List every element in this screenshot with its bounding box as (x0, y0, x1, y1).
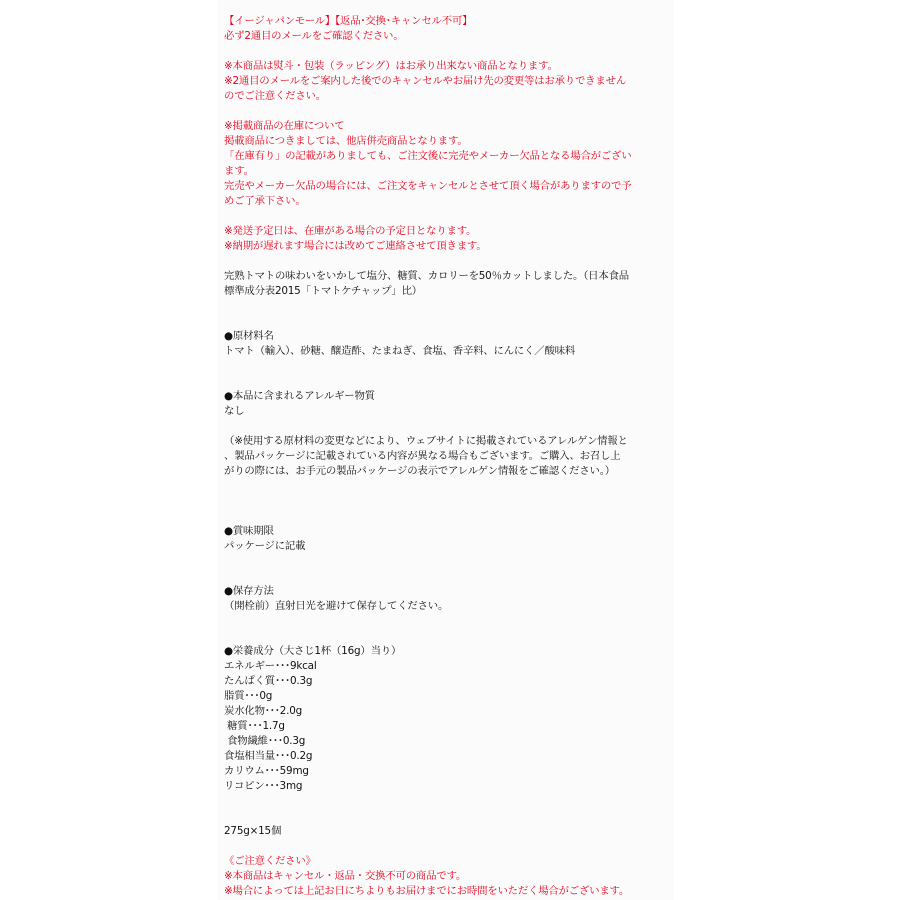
spacer (224, 209, 672, 224)
spacer (224, 494, 672, 509)
notice-stock-1: ※掲載商品の在庫について (224, 120, 345, 132)
spacer (224, 509, 672, 524)
footer-line-2: ※場合によっては上記お日にちよりもお届けまでにお時間をいただく場合がございます。 (224, 885, 630, 897)
spacer (224, 314, 672, 329)
spacer (224, 809, 672, 824)
nutrition-heading: ●栄養成分（大さじ1杯（16g）当り） (224, 645, 402, 657)
ingredients-text: トマト（輸入）、砂糖、醸造酢、たまねぎ、食塩、香辛料、にんにく／酸味料 (224, 345, 576, 357)
nutrition-fat: 脂質･･･0g (224, 690, 273, 702)
best-before-text: パッケージに記載 (224, 540, 306, 552)
notice-stock-3: 「在庫有り」の記載がありましても、ご注文後に完売やメーカー欠品となる場合がござい (224, 150, 632, 162)
spacer (224, 569, 672, 584)
allergens-note-2: 、製品パッケージに記載されている内容が異なる場合もございます。ご購入、お召し上 (224, 450, 621, 462)
nutrition-lycopene: リコピン･･･3mg (224, 780, 303, 792)
package-size: 275g×15個 (224, 825, 282, 837)
notice-stock-5: 完売やメーカー欠品の場合には、ご注文をキャンセルとさせて頂く場合がありますので予 (224, 180, 632, 192)
spacer (224, 629, 672, 644)
nutrition-potassium: カリウム･･･59mg (224, 765, 309, 777)
notice-email: 必ず2通目のメールをご確認ください。 (224, 30, 404, 42)
spacer (224, 254, 672, 269)
nutrition-salt: 食塩相当量･･･0.2g (224, 750, 313, 762)
allergens-note-3: がりの際には、お手元の製品パッケージの表示でアレルゲン情報をご確認ください。） (224, 465, 615, 477)
nutrition-fiber: 食物繊維･･･0.3g (224, 735, 306, 747)
notice-wrapping-1: ※本商品は熨斗・包装（ラッピング）はお承り出来ない商品となります。 (224, 60, 558, 72)
allergens-note-1: （※使用する原材料の変更などにより、ウェブサイトに掲載されているアレルゲン情報と (224, 435, 628, 447)
description-line-2: 標準成分表2015「トマトケチャップ」比） (224, 285, 422, 297)
notice-stock-6: めご了承下さい。 (224, 195, 306, 207)
notice-wrapping-3: のでご注意ください。 (224, 90, 326, 102)
spacer (224, 419, 672, 434)
footer-heading: 《ご注意ください》 (224, 855, 316, 867)
spacer (224, 614, 672, 629)
storage-heading: ●保存方法 (224, 585, 274, 597)
spacer (224, 104, 672, 119)
spacer (224, 299, 672, 314)
spacer (224, 794, 672, 809)
nutrition-sugar: 糖質･･･1.7g (224, 720, 285, 732)
notice-header: 【イージャパンモール】【返品･交換･キャンセル不可】 (224, 15, 473, 27)
notice-wrapping-2: ※2通目のメールをご案内した後でのキャンセルやお届け先の変更等はお承りできません (224, 75, 626, 87)
nutrition-energy: エネルギー･･･9kcal (224, 660, 317, 672)
product-description (224, 14, 672, 899)
description-line-1: 完熟トマトの味わいをいかして塩分、糖質、カロリーを50％カットしました。（日本食品 (224, 270, 629, 282)
spacer (224, 839, 672, 854)
spacer (224, 374, 672, 389)
best-before-heading: ●賞味期限 (224, 525, 274, 537)
ingredients-heading: ●原材料名 (224, 330, 274, 342)
notice-shipping-1: ※発送予定日は、在庫がある場合の予定日となります。 (224, 225, 477, 237)
notice-stock-2: 掲載商品につきましては、他店併売商品となります。 (224, 135, 468, 147)
footer-line-1: ※本商品はキャンセル・返品・交換不可の商品です。 (224, 870, 467, 882)
spacer (224, 479, 672, 494)
notice-shipping-2: ※納期が遅れます場合には改めてご連絡させて頂きます。 (224, 240, 487, 252)
storage-text: （開栓前）直射日光を避けて保存してください。 (224, 600, 449, 612)
nutrition-protein: たんぱく質･･･0.3g (224, 675, 313, 687)
allergens-heading: ●本品に含まれるアレルギー物質 (224, 390, 375, 402)
allergens-text: なし (224, 405, 245, 417)
notice-stock-4: ます。 (224, 165, 254, 177)
spacer (224, 359, 672, 374)
spacer (224, 44, 672, 59)
nutrition-carbs: 炭水化物･･･2.0g (224, 705, 303, 717)
spacer (224, 554, 672, 569)
